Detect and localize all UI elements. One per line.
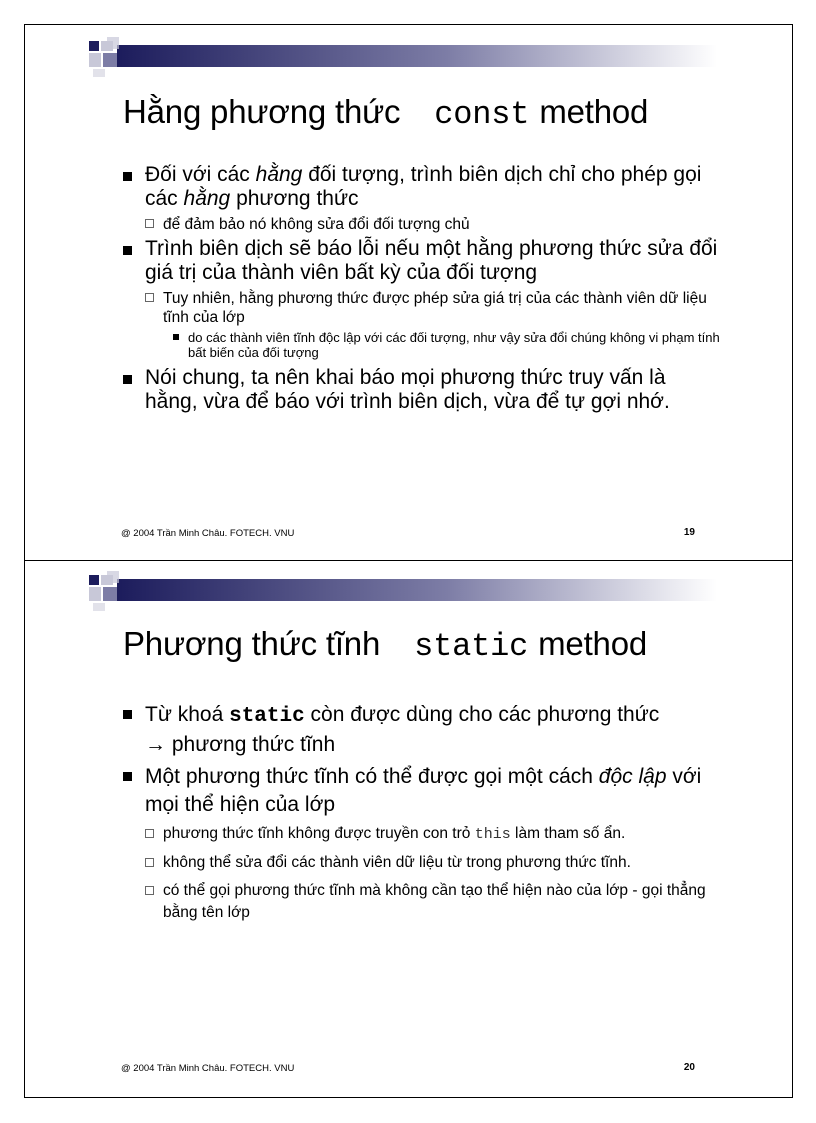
- title-code: static: [414, 628, 529, 665]
- sub-bullet: Tuy nhiên, hằng phương thức được phép sửa giá trị của các thành viên dữ liệu tĩnh của lớp: [145, 289, 721, 327]
- slide-header-decoration: [25, 25, 794, 85]
- slide-header-decoration: [25, 561, 794, 621]
- bullet-general: Nói chung, ta nên khai báo mọi phương thức truy vấn là hằng, vừa để báo với trình biên dịch, vừa để tự gợi nhớ.: [121, 366, 721, 414]
- slide-content: [121, 163, 721, 418]
- sub-bullet: để đảm bảo nó không sửa đổi đối tượng chủ: [145, 215, 721, 234]
- slide-19: [24, 24, 793, 561]
- keyword-static: static: [229, 705, 305, 728]
- square-bullet-icon: [145, 858, 154, 867]
- bullet-const-objects: Đối với các hằng đối tượng, trình biên dịch chỉ cho phép gọi các hằng phương thức: [121, 163, 721, 211]
- sub-bullet: phương thức tĩnh không được truyền con trỏ this làm tham số ẩn.: [145, 823, 721, 846]
- bullet-static-keyword: Từ khoá static còn được dùng cho các phương thức → phương thức tĩnh: [121, 701, 721, 759]
- page-number: 20: [683, 1062, 695, 1073]
- page-number: 19: [683, 527, 695, 538]
- slide-title: Phương thức tĩnh static method: [123, 625, 648, 665]
- square-bullet-icon: [145, 829, 154, 838]
- sub-bullet: có thể gọi phương thức tĩnh mà không cần tạo thể hiện nào của lớp - gọi thẳng bằng tên lớp: [145, 880, 721, 924]
- sub-bullet: không thể sửa đổi các thành viên dữ liệu từ trong phương thức tĩnh.: [145, 852, 721, 874]
- title-code: const: [434, 96, 530, 133]
- bullet-compiler-error: Trình biên dịch sẽ báo lỗi nếu một hằng phương thức sửa đổi giá trị của thành viên bất kỳ của đối tượng: [121, 237, 721, 285]
- square-bullet-icon: [145, 886, 154, 895]
- square-bullet-icon: [145, 219, 154, 228]
- slide-footer: @ 2004 Trần Minh Châu. FOTECH. VNU: [121, 1063, 295, 1074]
- square-bullet-icon: [145, 293, 154, 302]
- slide-20: [24, 561, 793, 1098]
- code-this: this: [474, 826, 511, 843]
- bullet-independent-call: Một phương thức tĩnh có thể được gọi một cách độc lập với mọi thể hiện của lớp: [121, 763, 721, 819]
- slide-content: [121, 701, 721, 927]
- slide-title: Hằng phương thức const method: [123, 93, 649, 133]
- slide-footer: @ 2004 Trần Minh Châu. FOTECH. VNU: [121, 528, 295, 539]
- sub-sub-bullet: do các thành viên tĩnh độc lập với các đối tượng, như vậy sửa đổi chúng không vi phạm tính bất biến của đối tượng: [173, 330, 721, 360]
